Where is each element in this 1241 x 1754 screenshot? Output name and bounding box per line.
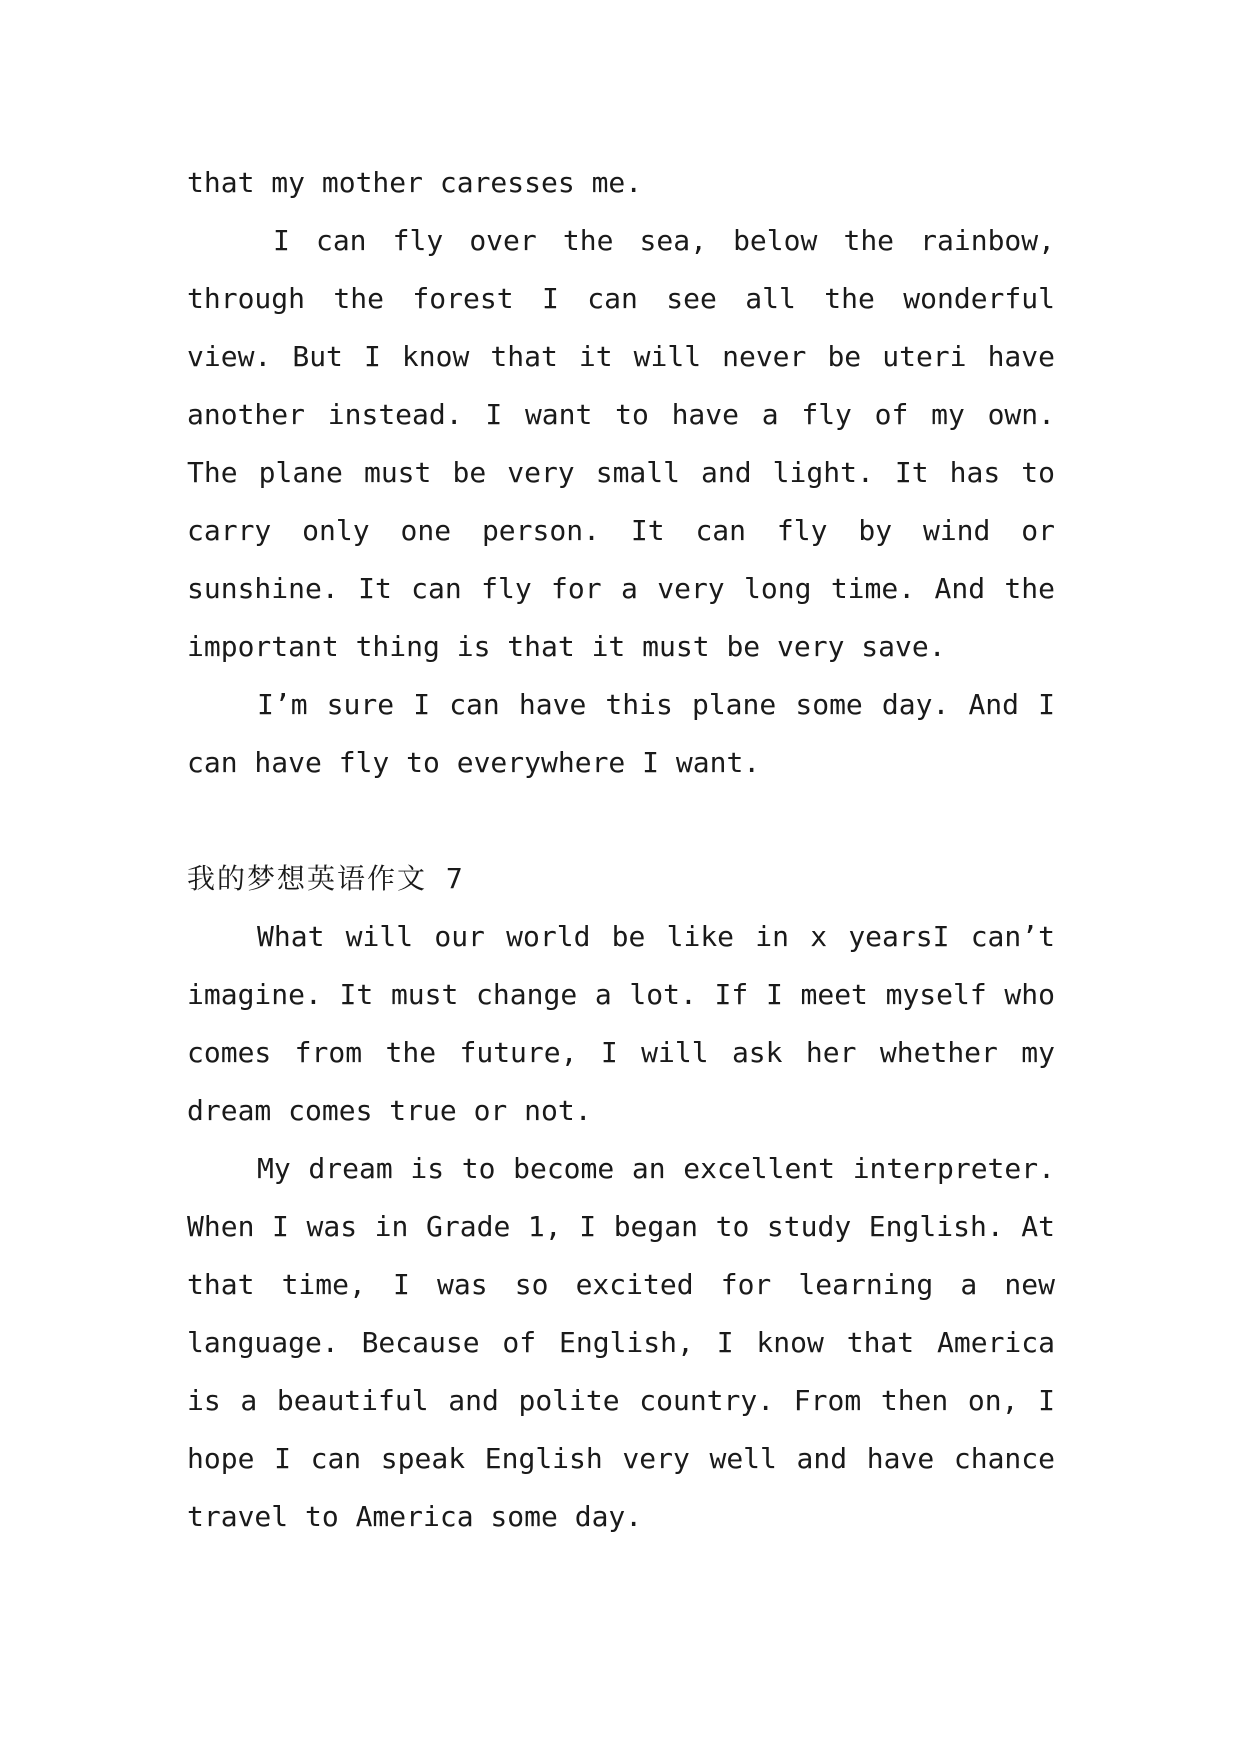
paragraph-future-self: What will our world be like in x yearsI can’t imagine. It must change a lot. If I meet myself who comes from the future, I will ask her whether my dream comes true or not. — [187, 920, 1055, 1127]
paragraph-interpreter-dream: My dream is to become an excellent interpreter. When I was in Grade 1, I began to study English. At that time, I was so excited for learning a new language. Because of English, I know that America is a beautiful and polite country. From then on, I hope I can speak English very well and have chance travel to America some day. — [187, 1152, 1055, 1533]
section-heading: 我的梦想英语作文 7 — [187, 862, 465, 895]
paragraph-continuation: that my mother caresses me. — [187, 166, 643, 199]
document-body — [187, 154, 1055, 1546]
paragraph-fly: I can fly over the sea, below the rainbow, through the forest I can see all the wonderful view. But I know that it will never be uteri have another instead. I want to have a fly of my own. The plane must be very small and light. It has to carry only one person. It can fly by wind or sunshine. It can fly for a very long time. And the important thing is that it must be very save. — [187, 224, 1055, 663]
paragraph-plane-someday: I’m sure I can have this plane some day. And I can have fly to everywhere I want. — [187, 688, 1055, 779]
